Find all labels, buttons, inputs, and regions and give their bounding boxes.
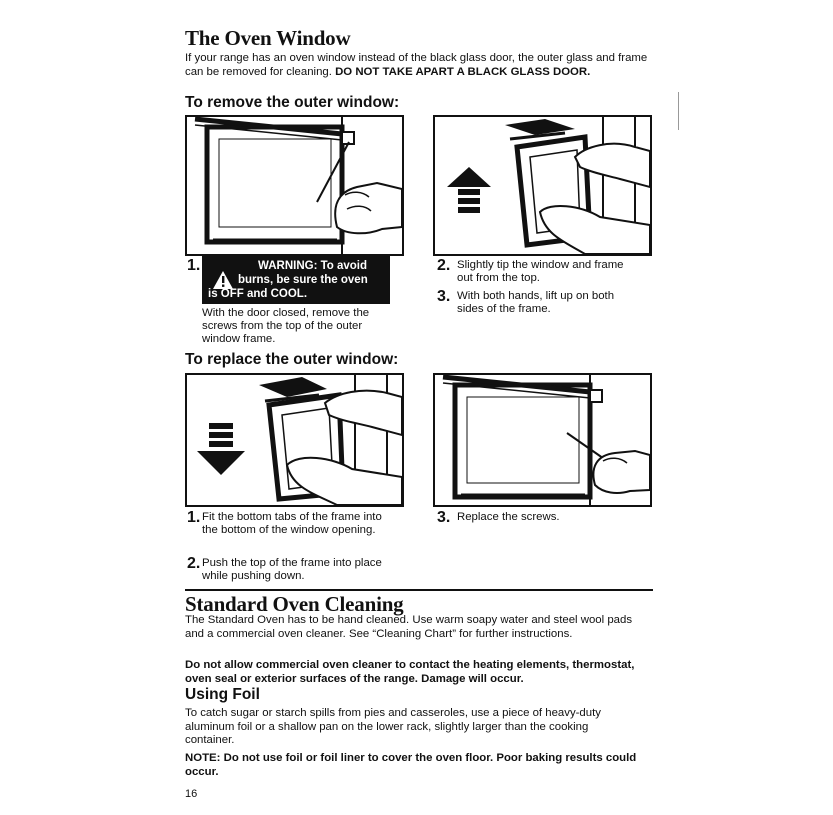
remove-step3-text: With both hands, lift up on both sides of the frame. [457,290,615,316]
replace-heading: To replace the outer window: [185,351,399,368]
warning-line2: burns, be sure the oven [238,274,368,286]
section-divider [185,589,653,591]
intro-text: If your range has an oven window instead of the black glass door, the outer glass and frame can be removed for cleaning. [185,52,648,78]
remove-step2-number: 2. [437,257,451,274]
cleaning-warning: Do not allow commercial oven cleaner to contact the heating elements, thermostat, oven seal or exterior surfaces of the range. Damage will occur. [185,659,635,685]
cleaning-body: The Standard Oven has to be hand cleaned. Use warm soapy water and steel wool pads and a commercial oven cleaner. See “Cleaning Chart” for further instructions. [185,614,633,640]
replace-step3-text: Replace the screws. [457,511,560,523]
figure-insert-window [185,373,404,507]
warning-line1: WARNING: To avoid [258,260,368,272]
intro-paragraph [185,52,665,79]
remove-step2-text: Slightly tip the window and frame out from the top. [457,259,624,285]
margin-mark [678,92,679,130]
foil-body: To catch sugar or starch spills from pies and casseroles, use a piece of heavy-duty aluminum foil or a shallow pan on the lower rack, slightly larger than the cooking container. [185,707,601,747]
intro-warning: DO NOT TAKE APART A BLACK GLASS DOOR. [335,65,591,78]
page-title: The Oven Window [185,26,351,50]
figure-remove-screws [185,115,404,256]
replace-step1-text: Fit the bottom tabs of the frame into the bottom of the window opening. [202,511,382,537]
figure-lift-window [433,115,652,256]
page-number: 16 [185,788,198,800]
warning-box [202,256,390,304]
remove-step1-number: 1. [187,257,201,274]
figure-replace-screws [433,373,652,507]
remove-step1-text: With the door closed, remove the screws from the top of the outer window frame. [202,307,370,346]
remove-heading: To remove the outer window: [185,94,400,111]
replace-step1-number: 1. [187,509,201,526]
warning-triangle-icon [212,270,234,290]
foil-note: NOTE: Do not use foil or foil liner to cover the oven floor. Poor baking results could occur. [185,752,637,778]
warning-line3: is OFF and COOL. [208,288,308,300]
remove-step3-number: 3. [437,288,451,305]
section-title-cleaning: Standard Oven Cleaning [185,592,404,616]
replace-step2-text: Push the top of the frame into place while pushing down. [202,557,382,583]
replace-step3-number: 3. [437,509,451,526]
foil-heading: Using Foil [185,686,260,703]
replace-step2-number: 2. [187,555,201,572]
